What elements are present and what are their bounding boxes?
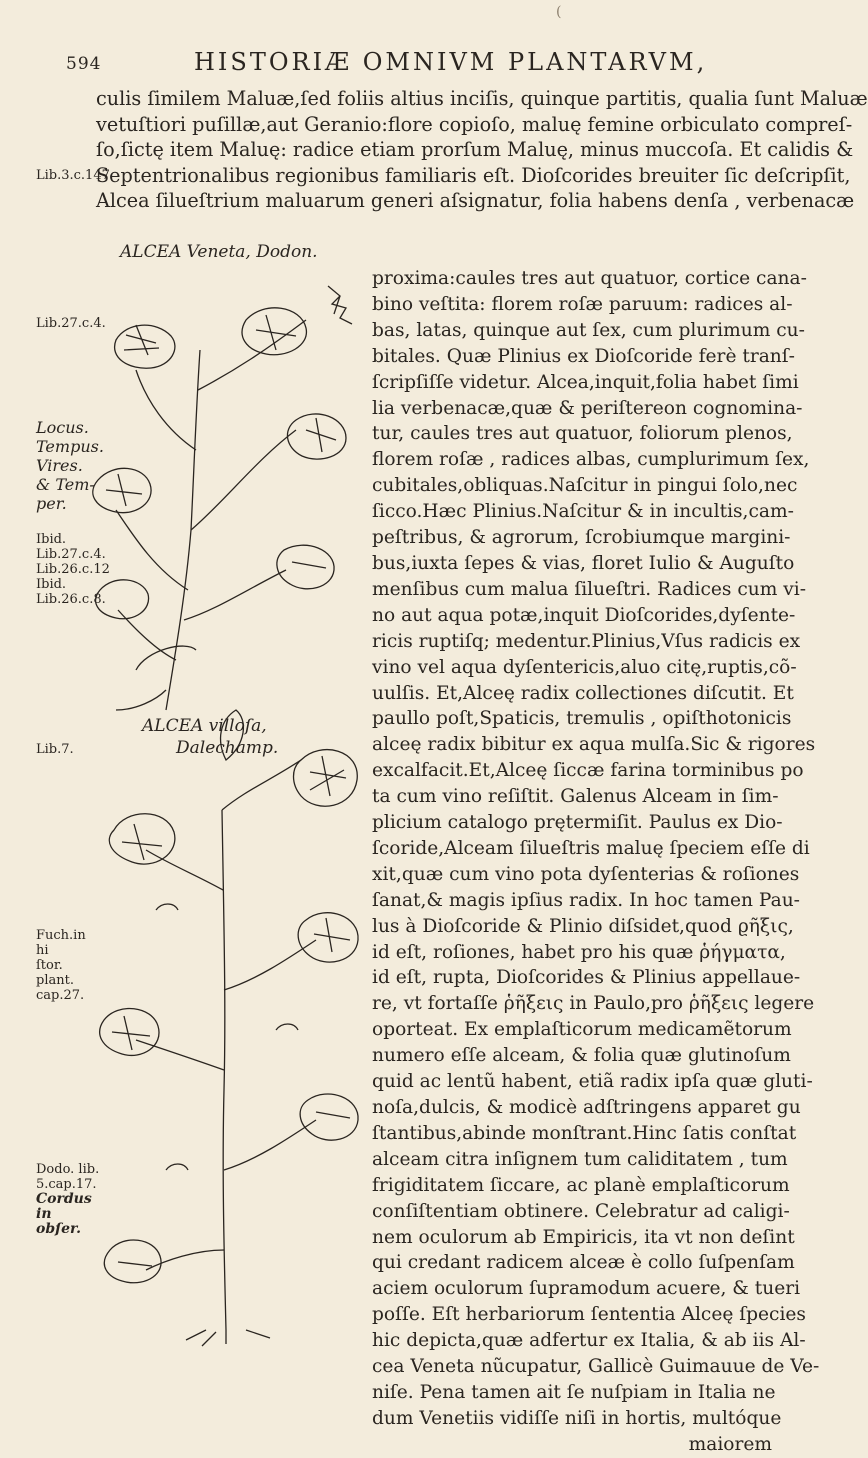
text-line: Alcea ſilueſtrium maluarum generi aſsignatur, folia habens denſa , verbenacæ — [96, 189, 855, 212]
text-line: bus,iuxta ſepes & vias, floret Iulio & Auguſto — [372, 552, 795, 574]
top-text-block — [96, 86, 868, 214]
caption-alcea-villosa: ALCEA villoſa, — [142, 716, 267, 736]
caption-alcea-veneta: ALCEA Veneta, Dodon. — [120, 242, 318, 262]
text-line: conſiſtentiam obtinere. Celebratur ad caligi- — [372, 1200, 790, 1222]
text-line: numero eſſe alceam, & folia quæ glutinoſum — [372, 1045, 791, 1067]
text-line: ſcoride,Alceam ſilueſtris maluę ſpeciem eſſe di — [372, 837, 810, 859]
running-head: HISTORIÆ OMNIVM PLANTARVM, — [194, 48, 708, 76]
text-line: excalfacit.Et,Alceę ſiccæ farina torminibus po — [372, 760, 804, 782]
margin-notes-subjects — [36, 418, 104, 513]
margin-notes-refs — [36, 532, 110, 607]
text-line: tur, caules tres aut quatuor, foliorum plenos, — [372, 423, 793, 445]
text-line: Septentrionalibus regionibus familiaris eſt. Dioſcorides breuiter ſic deſcripſit, — [96, 163, 851, 187]
text-line: id eſt, roſiones, habet pro his quæ ῥήγματα, — [372, 941, 786, 963]
main-text-column — [372, 266, 820, 1458]
margin-ibid-2: Ibid. — [36, 577, 67, 592]
text-line: menſibus cum malua ſilueſtri. Radices cum vi- — [372, 578, 806, 600]
margin-tempus: Tempus. — [36, 437, 104, 456]
text-line: qui credant radicem alceæ è collo ſuſpenſam — [372, 1252, 795, 1274]
catchword: maiorem — [688, 1433, 772, 1455]
text-line: lia verbenacæ,quæ & periſtereon cognomina- — [372, 397, 803, 419]
margin-vires: Vires. — [36, 456, 83, 475]
text-line: bino veſtita: florem roſæ paruum: radices al- — [372, 293, 793, 315]
text-line: quid ac lentũ habent, etiã radix ipſa quæ gluti- — [372, 1071, 813, 1093]
margin-cordus-2: obſer. — [36, 1221, 82, 1237]
text-line: bitales. Quæ Plinius ex Dioſcoride ferè tranſ- — [372, 345, 795, 367]
margin-dodo-2: 5.cap.17. — [36, 1177, 97, 1192]
text-line: ſcripſiſſe videtur. Alcea,inquit,folia habet ſimi — [372, 371, 799, 393]
text-line: cea Veneta nũcupatur, Gallicè Guimauue de Ve- — [372, 1356, 820, 1378]
text-line: hic depicta,quæ adfertur ex Italia, & ab iis Al- — [372, 1330, 806, 1352]
margin-note-lib7: Lib.7. — [36, 742, 74, 757]
text-line: plicium catalogo prętermiſit. Paulus ex Dio- — [372, 812, 783, 834]
text-line: ta cum vino reſiſtit. Galenus Alceam in ſim- — [372, 786, 779, 808]
text-line: poſſe. Eſt herbariorum ſententia Alceę ſpecies — [372, 1304, 806, 1326]
page-number: 594 — [66, 54, 102, 74]
caption-dalechamp: Dalechamp. — [176, 738, 279, 758]
margin-cordus-1: Cordus in — [36, 1191, 92, 1222]
text-line: peſtribus, & agrorum, ſcrobiumque margini- — [372, 527, 791, 549]
margin-note-lib3: Lib.3.c.147 — [36, 168, 110, 183]
margin-lib26: Lib.26.c.12 — [36, 562, 110, 577]
text-line: lus à Dioſcoride & Plinio diſsidet,quod ϱῆξις, — [372, 915, 794, 937]
botanical-woodcut-illustration — [96, 290, 366, 1350]
margin-temper-2: per. — [36, 494, 67, 513]
text-line: dum Venetiis vidiſſe niſi in hortis, multóque — [372, 1407, 782, 1429]
text-line: florem roſæ , radices albas, cumplurimum ſex, — [372, 449, 810, 471]
text-line: niſe. Pena tamen ait ſe nuſpiam in Italia ne — [372, 1381, 776, 1403]
text-line: ſo,ſictę item Maluę: radice etiam prorſum Maluę, minus muccoſa. Et calidis & — [96, 138, 854, 161]
text-line: vino vel aqua dyſentericis,aluo citę,ruptis,cõ- — [372, 656, 797, 678]
page-header — [66, 48, 766, 80]
text-line: xit,quæ cum vino pota dyſenterias & roſiones — [372, 863, 800, 885]
alcea-veneta-woodcut — [93, 286, 352, 710]
text-line: nem oculorum ab Empiricis, ita vt non deſint — [372, 1226, 795, 1248]
text-line: culis ſimilem Maluæ,ſed foliis altius inciſis, quinque partitis, qualia ſunt Maluæ — [96, 87, 868, 110]
ink-mark: ( — [556, 4, 562, 20]
text-line: noſa,dulcis, & modicè adſtringens apparet gu — [372, 1097, 801, 1118]
margin-lib26-b: Lib.26.c.8. — [36, 592, 106, 607]
text-line: ricis ruptiſq; medentur.Plinius,Vſus radicis ex — [372, 630, 801, 652]
text-line: ſicco.Hæc Plinius.Naſcitur & in incultis,cam- — [372, 501, 794, 523]
margin-ibid: Ibid. — [36, 532, 67, 547]
margin-locus: Locus. — [36, 418, 89, 437]
text-line: proxima:caules tres aut quatuor, cortice cana- — [372, 268, 807, 289]
margin-note-dodo — [36, 1162, 100, 1237]
text-line: cubitales,obliquas.Naſcitur in pingui ſolo,nec — [372, 475, 798, 497]
text-line: ſtantibus,abinde monſtrant.Hinc ſatis conſtat — [372, 1122, 797, 1144]
text-line: ſanat,& magis ipſius radix. In hoc tamen Pau- — [372, 889, 800, 911]
alcea-villosa-woodcut — [100, 710, 358, 1346]
text-line: oporteat. Ex emplaſticorum medicamẽtorum — [372, 1019, 792, 1041]
margin-fuchs-3: cap.27. — [36, 988, 85, 1003]
text-line: uulſis. Et,Alceę radix collectiones diſcutit. Et — [372, 682, 794, 704]
margin-dodo-1: Dodo. lib. — [36, 1162, 100, 1177]
text-line: vetuſtiori puſillæ,aut Geranio:flore copioſo, maluę femine orbiculato compreſ- — [96, 112, 853, 136]
margin-note-lib27: Lib.27.c.4. — [36, 316, 106, 331]
text-line: alceę radix bibitur ex aqua mulſa.Sic & rigores — [372, 734, 816, 756]
margin-note-fuchs — [36, 928, 100, 1003]
text-line: frigiditatem ſiccare, ac planè emplaſticorum — [372, 1174, 790, 1196]
text-line: alceam citra inſignem tum caliditatem , tum — [372, 1148, 788, 1170]
margin-temper: & Tem- — [36, 475, 95, 494]
text-line: aciem oculorum ſupramodum acuere, & tueri — [372, 1278, 801, 1300]
margin-lib27: Lib.27.c.4. — [36, 547, 106, 562]
margin-fuchs-2: ſtor. plant. — [36, 958, 74, 988]
text-line: bas, latas, quinque aut ſex, cum plurimum cu- — [372, 319, 805, 341]
margin-fuchs-1: Fuch.in hi — [36, 928, 86, 958]
text-line: id eſt, rupta, Dioſcorides & Plinius appellaue- — [372, 967, 801, 989]
text-line: paullo poſt,Spaticis, tremulis , opiſthotonicis — [372, 708, 792, 730]
text-line: re, vt fortaſſe ῥῆξεις in Paulo,pro ῥῆξεις legere — [372, 993, 815, 1015]
text-line: no aut aqua potæ,inquit Dioſcorides,dyſente- — [372, 604, 796, 626]
